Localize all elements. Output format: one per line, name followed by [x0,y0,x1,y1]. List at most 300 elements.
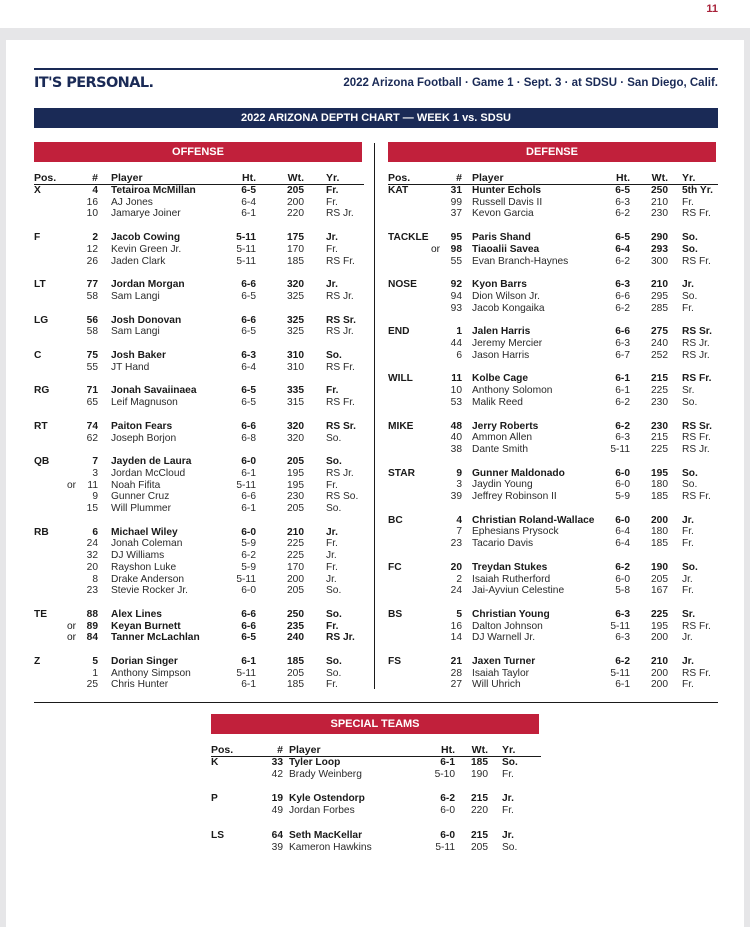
player-year: Jr. [682,279,694,291]
jersey-number: 31 [450,185,462,196]
player-row [34,527,364,539]
player-row [388,232,718,244]
player-weight: 205 [287,585,304,597]
player-height: 5-11 [236,232,256,244]
player-year: So. [682,479,698,491]
player-year: Fr. [502,805,514,817]
player-year: RS Jr. [326,208,354,220]
player-year: So. [682,561,698,573]
col-ht-header: Ht. [242,172,256,184]
player-name: DJ Warnell Jr. [472,632,536,644]
player-name: Gunner Cruz [111,491,170,503]
player-name: Kolbe Cage [472,373,529,385]
jersey-number: 23 [86,585,98,597]
player-row [34,208,364,220]
player-name: Isaiah Rutherford [472,573,551,585]
jersey-number: 8 [92,573,98,585]
col-pos-header: Pos. [211,744,234,756]
player-year: Fr. [326,561,338,573]
player-row [34,326,364,338]
player-year: RS Jr. [326,467,354,479]
player-name: Gunner Maldonado [472,467,565,479]
position-label: QB [34,456,50,468]
player-height: 6-5 [615,232,630,244]
player-name: Brady Weinberg [289,768,362,780]
player-name: Rayshon Luke [111,561,177,573]
player-weight: 293 [651,243,668,255]
player-name: Will Uhrich [472,679,521,691]
player-year: RS Fr. [682,255,711,267]
jersey-number: 44 [450,338,462,349]
player-height: 6-2 [615,302,630,314]
position-label: TACKLE [388,232,429,244]
player-row [388,538,718,550]
col-player-header: Player [472,172,504,184]
player-year: Fr. [682,538,694,550]
player-row [34,291,364,303]
jersey-number: 5 [456,608,462,620]
jersey-number: 3 [92,467,98,479]
player-name: Jonah Coleman [111,538,183,550]
player-year: RS Jr. [326,326,354,338]
player-row [34,503,364,515]
player-name: Seth MacKellar [289,829,363,841]
player-row [388,385,718,397]
player-row [211,805,541,817]
player-year: So. [326,350,342,361]
player-year: So. [502,841,518,853]
player-height: 6-3 [615,338,630,349]
player-row [34,421,364,433]
player-weight: 225 [651,608,668,620]
player-year: Fr. [682,585,694,597]
jersey-number: 5 [92,656,98,667]
player-weight: 230 [287,491,304,503]
player-height: 6-1 [241,679,256,691]
jersey-number: 4 [456,514,462,526]
player-height: 6-0 [241,585,256,597]
player-row [211,757,541,769]
player-year: Jr. [682,514,694,526]
player-height: 6-2 [615,396,630,408]
player-weight: 320 [287,420,304,432]
depth-chart-title: 2022 ARIZONA DEPTH CHART — WEEK 1 vs. SDSU [34,108,718,128]
player-row [388,373,718,385]
player-name: Malik Reed [472,396,523,408]
player-weight: 215 [471,829,488,841]
player-year: So. [326,456,342,468]
player-name: Joseph Borjon [111,432,177,444]
player-name: Drake Anderson [111,573,185,585]
player-height: 6-8 [241,432,256,444]
or-label: or [66,632,76,644]
player-weight: 195 [651,467,668,479]
player-row [388,609,718,621]
player-row [34,585,364,597]
player-row [34,491,364,503]
position-label: F [34,232,41,244]
player-weight: 252 [651,349,668,361]
player-weight: 190 [651,561,668,573]
col-yr-header: Yr. [502,744,516,756]
player-name: Will Plummer [111,503,171,514]
position-label: WILL [388,373,413,385]
jersey-number: 10 [450,385,462,397]
player-weight: 180 [651,526,668,538]
player-name: Jason Harris [472,349,530,361]
jersey-number: 32 [86,550,98,562]
player-year: Fr. [326,196,338,208]
position-label: LS [211,829,225,841]
player-year: Fr. [326,243,338,255]
player-name: Russell Davis II [472,196,543,208]
player-year: RS Fr. [682,491,711,502]
position-label: RG [34,385,50,397]
player-height: 5-11 [236,243,256,255]
jersey-number: 56 [86,314,98,326]
col-yr-header: Yr. [326,172,340,184]
previous-page-edge [0,0,750,28]
player-weight: 320 [287,279,304,291]
player-year: Jr. [326,232,338,244]
player-height: 6-0 [615,467,630,479]
player-name: Josh Donovan [111,314,182,326]
player-weight: 225 [651,385,668,397]
jersey-number: 95 [450,232,462,244]
player-year: Fr. [682,526,694,538]
jersey-number: 55 [450,255,462,267]
column-headers [34,173,364,185]
player-height: 6-6 [615,290,630,302]
player-name: Dion Wilson Jr. [472,290,540,302]
player-row [34,279,364,291]
jersey-number: 15 [86,503,98,514]
player-weight: 175 [287,232,304,244]
player-year: So. [326,432,342,444]
player-row [34,562,364,574]
player-weight: 185 [651,538,668,550]
player-name: Paris Shand [472,232,531,244]
player-height: 6-1 [615,385,630,397]
player-name: Michael Wiley [111,526,178,538]
player-name: Dante Smith [472,443,529,455]
player-year: Fr. [682,679,694,691]
player-name: Stevie Rocker Jr. [111,585,188,597]
player-name: Keyan Burnett [111,620,181,632]
position-label: STAR [388,467,415,479]
player-row [34,574,364,586]
player-name: Sam Langi [111,326,160,338]
jersey-number: 11 [451,373,462,385]
jersey-number: 1 [456,326,462,338]
player-name: Kevin Green Jr. [111,243,182,255]
player-year: Jr. [326,526,338,538]
player-year: Jr. [502,793,514,805]
player-name: Leif Magnuson [111,397,178,409]
player-row [388,279,718,291]
player-name: Jaxen Turner [472,656,536,667]
player-height: 6-6 [241,420,256,432]
section-rule [34,702,718,703]
player-height: 6-2 [615,561,630,573]
jersey-number: 2 [456,573,462,585]
player-row [211,793,541,805]
player-weight: 185 [287,656,304,667]
player-weight: 185 [287,255,304,267]
jersey-number: 53 [450,396,462,408]
player-weight: 200 [651,679,668,691]
player-row [34,609,364,621]
player-height: 6-2 [615,255,630,267]
jersey-number: 93 [450,302,462,314]
player-row [34,232,364,244]
player-year: RS Sr. [326,314,357,326]
player-year: RS Jr. [682,338,710,349]
player-row [388,197,718,209]
jersey-number: 71 [86,385,98,397]
player-name: Treydan Stukes [472,561,548,573]
player-name: Tanner McLachlan [111,632,200,644]
player-height: 6-5 [241,397,256,409]
or-label: or [430,243,440,255]
player-height: 6-0 [241,456,256,468]
player-name: Chris Hunter [111,679,169,691]
player-weight: 167 [651,585,668,597]
player-name: Hunter Echols [472,185,542,196]
player-name: Christian Young [472,608,550,620]
player-row [34,185,364,197]
player-name: Jerry Roberts [472,420,539,432]
player-name: Jordan McCloud [111,467,186,479]
player-height: 6-4 [615,243,630,255]
position-label: FS [388,656,402,667]
player-name: Jaydin Young [472,479,533,491]
player-height: 6-0 [615,573,630,585]
player-name: Sam Langi [111,290,160,302]
col-num-header: # [92,172,98,184]
player-height: 6-6 [241,491,256,503]
jersey-number: 38 [450,443,462,455]
column-divider [374,143,375,689]
jersey-number: 4 [92,185,98,196]
player-height: 6-6 [615,326,630,338]
depth-chart-page [6,40,744,927]
player-weight: 210 [651,196,668,208]
player-year: Sr. [682,385,695,397]
jersey-number: 12 [86,243,98,255]
player-height: 6-4 [615,526,630,538]
player-name: Evan Branch-Haynes [472,255,569,267]
player-name: Jeffrey Robinson II [472,491,557,502]
player-height: 6-5 [241,326,256,338]
player-year: RS Fr. [682,373,712,385]
player-year: Sr. [682,608,696,620]
jersey-number: 40 [450,432,462,444]
player-year: RS Jr. [682,349,710,361]
player-height: 6-3 [615,279,630,291]
jersey-number: 33 [271,757,283,768]
position-label: BS [388,608,403,620]
player-year: Jr. [326,573,337,585]
player-weight: 225 [287,538,304,550]
player-weight: 300 [651,255,668,267]
player-weight: 290 [651,232,668,244]
jersey-number: 39 [271,841,283,853]
player-height: 5-11 [610,443,630,455]
player-height: 6-0 [241,526,256,538]
player-height: 6-1 [440,757,455,768]
player-weight: 185 [651,491,668,502]
or-label: or [66,620,76,632]
col-ht-header: Ht. [441,744,455,756]
jersey-number: 74 [86,420,98,432]
jersey-number: 37 [450,208,462,220]
column-headers [388,173,718,185]
jersey-number: 65 [86,397,98,409]
player-row [388,350,718,362]
jersey-number: 48 [450,420,462,432]
player-height: 5-11 [610,620,630,632]
jersey-number: 2 [92,232,98,244]
player-name: Jacob Kongaika [472,302,545,314]
player-row [34,244,364,256]
player-year: So. [326,608,342,620]
player-weight: 195 [287,467,304,479]
player-row [388,679,718,691]
jersey-number: 89 [86,620,98,632]
player-row [34,656,364,668]
jersey-number: 64 [271,829,283,841]
jersey-number: 55 [86,361,98,373]
player-year: Jr. [682,656,694,667]
player-height: 6-3 [241,350,256,361]
player-row [34,538,364,550]
player-row [388,185,718,197]
jersey-number: 92 [450,279,462,291]
jersey-number: 58 [86,326,98,338]
player-weight: 320 [287,432,304,444]
jersey-number: 49 [271,805,283,817]
player-year: Fr. [326,679,338,691]
player-weight: 220 [287,208,304,220]
player-weight: 215 [471,793,488,805]
player-height: 5-10 [434,768,455,780]
player-name: Dalton Johnson [472,620,543,632]
player-row [211,842,541,854]
jersey-number: 16 [86,196,98,208]
player-weight: 275 [651,326,668,338]
col-num-header: # [277,744,283,756]
player-weight: 200 [651,667,668,679]
player-year: So. [682,232,698,244]
player-name: Jalen Harris [472,326,531,338]
player-name: AJ Jones [111,196,153,208]
player-row [34,550,364,562]
player-height: 6-1 [615,679,630,691]
player-height: 6-2 [241,550,256,562]
player-name: Christian Roland-Wallace [472,514,595,526]
player-weight: 210 [287,526,304,538]
jersey-number: 9 [456,467,462,479]
player-year: RS Jr. [326,632,355,644]
position-label: LT [34,279,46,291]
jersey-number: 11 [87,479,98,491]
jersey-number: 3 [456,479,462,491]
player-row [388,632,718,644]
player-year: RS Fr. [326,255,355,267]
player-height: 6-6 [241,608,256,620]
player-row [388,656,718,668]
player-height: 6-6 [241,314,256,326]
player-height: 5-8 [615,585,630,597]
player-row [388,432,718,444]
player-height: 6-2 [615,420,630,432]
player-year: Jr. [502,829,514,841]
player-year: So. [682,243,698,255]
player-weight: 230 [651,420,668,432]
player-weight: 285 [651,302,668,314]
player-row [388,256,718,268]
player-year: So. [682,467,698,479]
player-year: RS Sr. [682,420,713,432]
player-weight: 190 [471,768,488,780]
col-num-header: # [456,172,462,184]
player-name: Kevon Garcia [472,208,534,220]
player-year: RS Jr. [682,443,710,455]
or-label: or [66,479,76,491]
game-info: 2022 Arizona Football · Game 1 · Sept. 3 · at SDSU · San Diego, Calif. [343,77,718,89]
player-weight: 325 [287,326,304,338]
player-row [34,256,364,268]
player-year: Fr. [682,302,694,314]
player-row [388,291,718,303]
player-year: Jr. [326,279,338,291]
page-header [34,68,718,96]
player-name: Anthony Simpson [111,667,191,679]
position-label: LG [34,314,49,326]
player-weight: 325 [287,290,304,302]
player-row [34,480,364,492]
player-height: 5-9 [241,538,256,550]
player-row [34,397,364,409]
player-height: 5-9 [615,491,630,502]
player-row [34,433,364,445]
player-weight: 200 [287,196,304,208]
player-row [34,362,364,374]
player-year: So. [326,503,342,514]
player-weight: 250 [651,185,668,196]
position-label: K [211,757,219,768]
player-year: RS Sr. [682,326,713,338]
player-year: RS Fr. [682,432,711,444]
jersey-number: 24 [86,538,98,550]
jersey-number: 39 [450,491,462,502]
jersey-number: 58 [86,290,98,302]
player-height: 5-11 [236,667,256,679]
col-ht-header: Ht. [616,172,630,184]
position-label: KAT [388,185,409,196]
jersey-number: 9 [92,491,98,503]
player-year: RS Fr. [326,361,355,373]
player-name: Tiaoalii Savea [472,243,540,255]
player-row [388,574,718,586]
player-row [388,491,718,503]
player-row [388,562,718,574]
player-year: Fr. [502,768,514,780]
defense-heading: DEFENSE [388,142,716,162]
player-year: So. [326,656,342,667]
player-row [388,479,718,491]
